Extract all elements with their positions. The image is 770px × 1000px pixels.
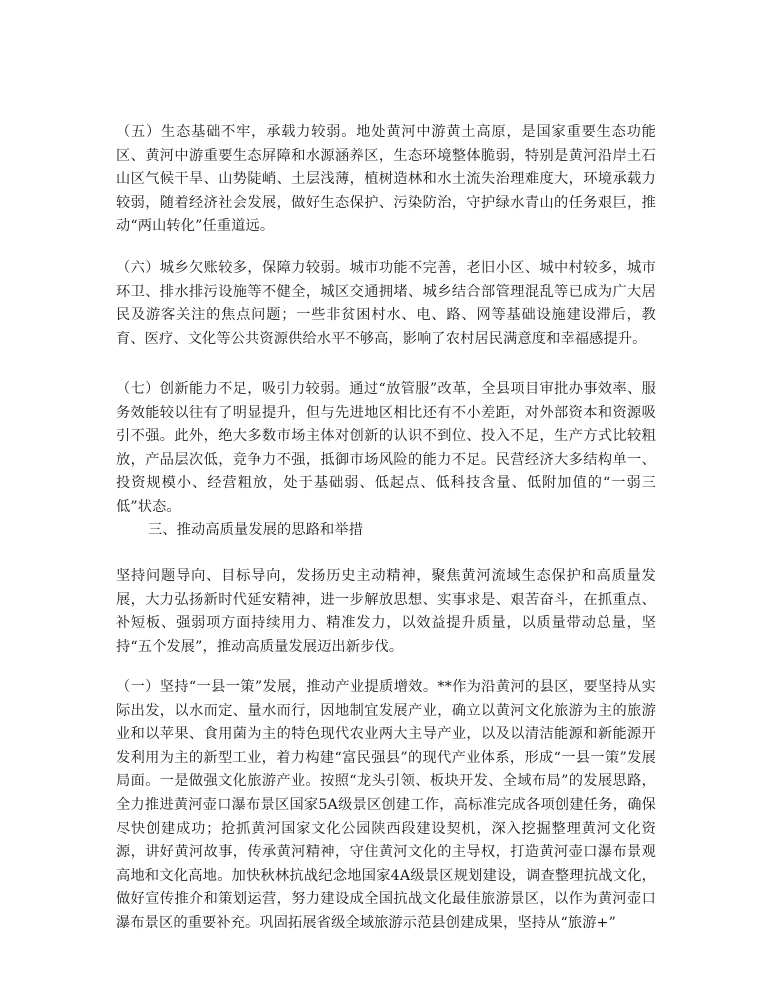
paragraph-one-county-one-policy: （一）坚持“一县一策”发展，推动产业提质增效。**作为沿黄河的县区，要坚持从实际出发，以水而定、量水而行，因地制宜发展产业，确立以黄河文化旅游为主的旅游业和以苹果、食用菌为主的特色现代农业两大主导产业，以及以清洁能源和新能源开发利用为主的新型工业，着力构建“富民强县”的现代产业体系，形成“一县一策”发展局面。一是做强文化旅游产业。按照“龙头引领、板块开发、全域布局”的发展思路，全力推进黄河壶口瀑布景区国家5A级景区创建工作，高标准完成各项创建任务，确保尽快创建成功；抢抓黄河国家文化公园陕西段建设契机，深入挖掘整理黄河文化资源，讲好黄河故事，传承黄河精神，守住黄河文化的主导权，打造黄河壶口瀑布景观高地和文化高地。加快秋林抗战纪念地国家4A级景区规划建设，调查整理抗战文化，做好宣传推介和策划运营，努力建设成全国抗战文化最佳旅游景区，以作为黄河壶口瀑布景区的重要补充。巩固拓展省级全域旅游示范县创建成果，坚持从“旅游+” xyxy=(116,679,656,931)
paragraph-ecology: （五）生态基础不牢，承载力较弱。地处黄河中游黄土高原，是国家重要生态功能区、黄河中游重要生态屏障和水源涵养区，生态环境整体脆弱，特别是黄河沿岸土石山区气候干旱、山势陡峭、土层浅薄，植树造林和水土流失治理难度大，环境承载力较弱，随着经济社会发展，做好生态保护、污染防治，守护绿水青山的任务艰巨，推动“两山转化”任重道远。 xyxy=(116,124,656,235)
paragraph-urban-rural: （六）城乡欠账较多，保障力较弱。城市功能不完善，老旧小区、城中村较多，城市环卫、排水排污设施等不健全，城区交通拥堵、城乡结合部管理混乱等已成为广大居民及游客关注的焦点问题；一些非贫困村水、电、路、网等基础设施建设滞后，教育、医疗、文化等公共资源供给水平不够高，影响了农村居民满意度和幸福感提升。 xyxy=(116,260,656,347)
paragraph-innovation: （七）创新能力不足，吸引力较弱。通过“放管服”改革，全县项目审批办事效率、服务效能较以往有了明显提升，但与先进地区相比还有不小差距，对外部资本和资源吸引不强。此外，绝大多数市场主体对创新的认识不到位、投入不足，生产方式比较粗放，产品层次低，竞争力不强，抵御市场风险的能力不足。民营经济大多结构单一、投资规模小、经营粗放，处于基础弱、低起点、低科技含量、低附加值的“一弱三低”状态。 xyxy=(116,381,656,515)
section-heading: 三、推动高质量发展的思路和举措 xyxy=(148,522,364,538)
paragraph-guiding-principle: 坚持问题导向、目标导向，发扬历史主动精神，聚焦黄河流域生态保护和高质量发展，大力弘扬新时代延安精神，进一步解放思想、实事求是、艰苦奋斗，在抓重点、补短板、强弱项方面持续用力、精准发力，以效益提升质量，以质量带动总量，坚持“五个发展”，推动高质量发展迈出新步伐。 xyxy=(116,568,656,655)
